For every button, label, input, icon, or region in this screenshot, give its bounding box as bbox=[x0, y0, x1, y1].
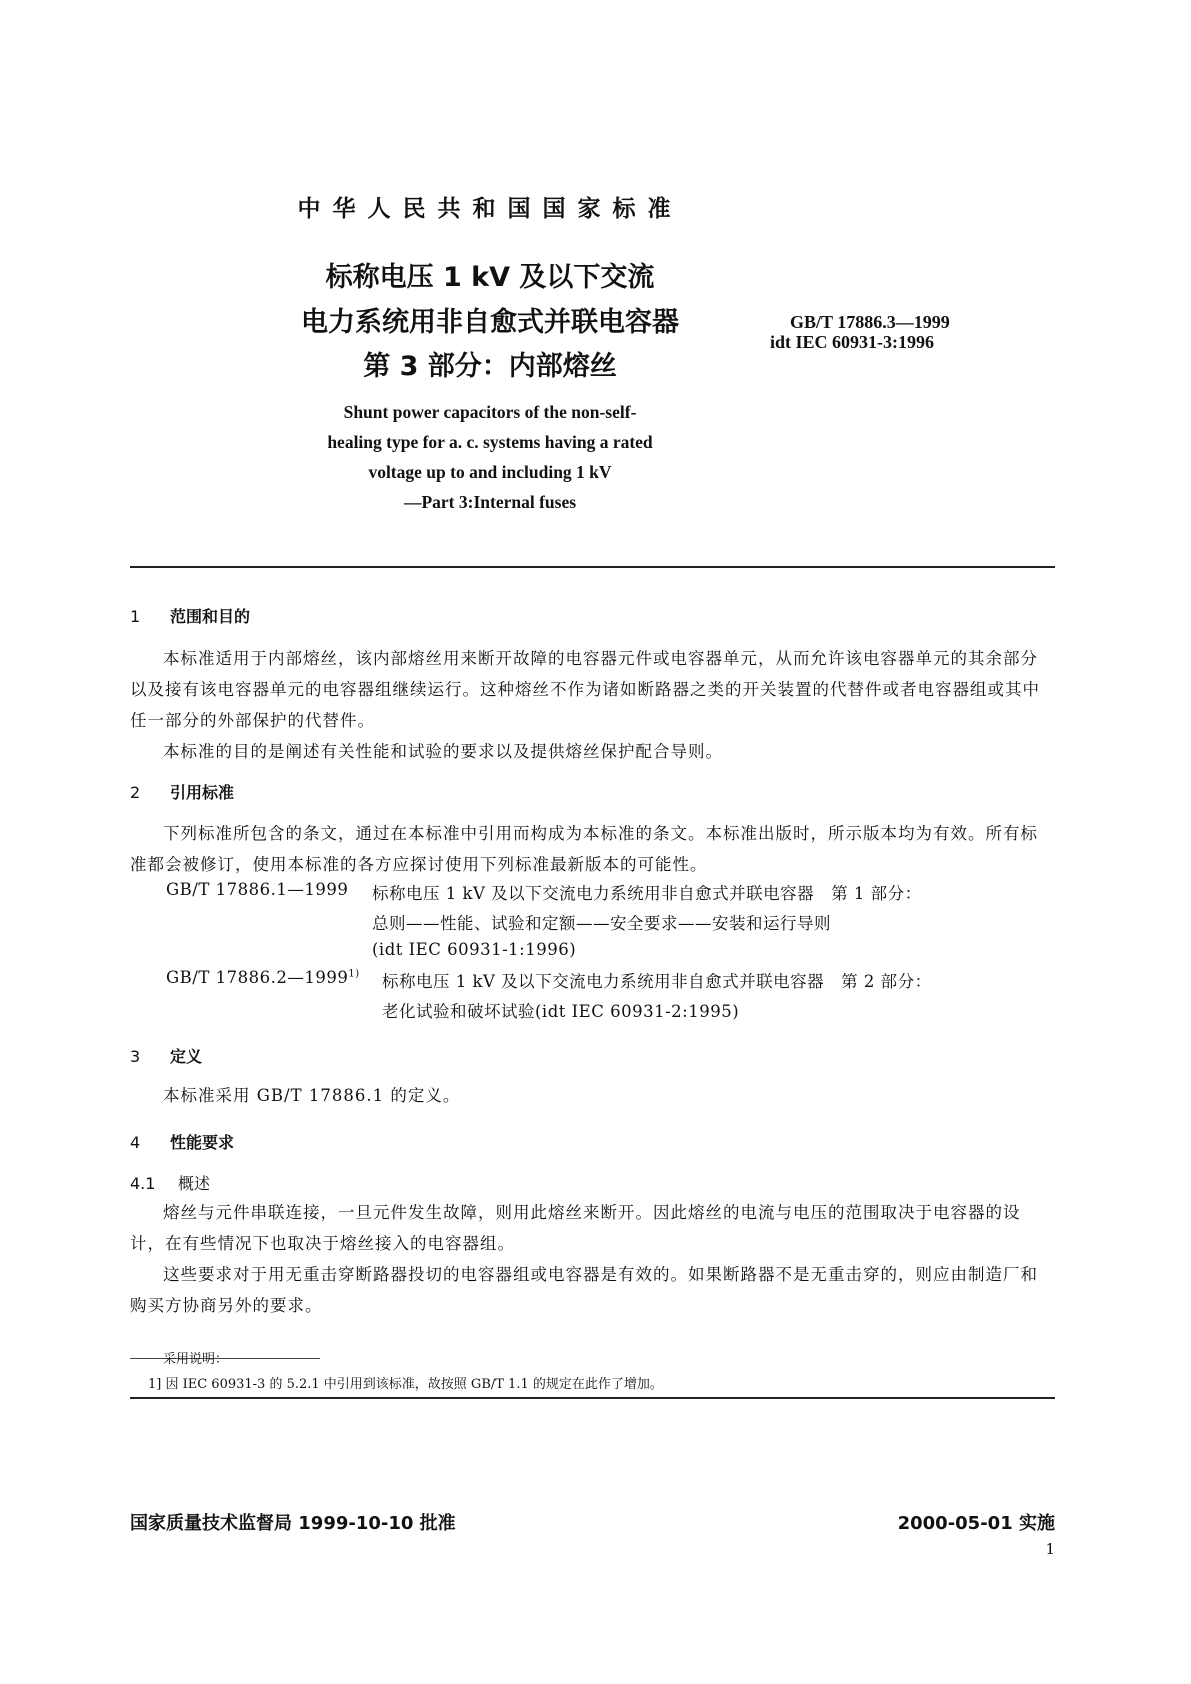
header-divider bbox=[130, 566, 1055, 568]
section-4-paragraph-1: 熔丝与元件串联连接，一旦元件发生故障，则用此熔丝来断开。因此熔丝的电流与电压的范围取决于电容器的设计，在有些情况下也取决于熔丝接入的电容器组。 bbox=[130, 1203, 1021, 1253]
reference-2-code bbox=[166, 968, 360, 987]
section-title: 引用标准 bbox=[170, 783, 235, 802]
subsection-title: 概述 bbox=[178, 1174, 211, 1193]
reference-1-title-line-1: 标称电压 1 kV 及以下交流电力系统用非自愈式并联电容器 第 1 部分： bbox=[372, 884, 922, 903]
reference-2-code-text: GB/T 17886.2—1999 bbox=[166, 968, 349, 987]
section-1-paragraph-1: 本标准适用于内部熔丝，该内部熔丝用来断开故障的电容器元件或电容器单元，从而允许该电容器单元的其余部分以及接有该电容器单元的电容器组继续运行。这种熔丝不作为诸如断路器之类的开关装置的代替件或者电容器组或其中任一部分的外部保护的代替件。 bbox=[130, 649, 1040, 730]
section-title: 性能要求 bbox=[170, 1133, 235, 1152]
section-4-paragraph-2: 这些要求对于用无重击穿断路器投切的电容器组或电容器是有效的。如果断路器不是无重击穿的，则应由制造厂和购买方协商另外的要求。 bbox=[130, 1265, 1038, 1315]
footnote-text: 1] 因 IEC 60931-3 的 5.2.1 中引用到该标准，故按照 GB/T 1.1 的规定在此作了增加。 bbox=[148, 1377, 663, 1392]
en-title-line-4: —Part 3:Internal fuses bbox=[403, 492, 577, 512]
standard-number: GB/T 17886.3—1999 bbox=[790, 312, 950, 332]
section-3-heading bbox=[130, 1044, 202, 1067]
section-number: 4 bbox=[130, 1133, 141, 1152]
subsection-4-1-heading bbox=[130, 1171, 210, 1194]
reference-1-title-line-2: 总则——性能、试验和定额——安全要求——安装和运行导则 bbox=[372, 914, 831, 933]
cn-title-line-1: 标称电压 1 kV 及以下交流 bbox=[325, 262, 655, 293]
section-2-paragraph-1: 下列标准所包含的条文，通过在本标准中引用而构成为本标准的条文。本标准出版时，所示版本均为有效。所有标准都会被修订，使用本标准的各方应探讨使用下列标准最新版本的可能性。 bbox=[130, 824, 1038, 874]
reference-2-title-line-1: 标称电压 1 kV 及以下交流电力系统用非自愈式并联电容器 第 2 部分： bbox=[382, 972, 932, 991]
subsection-number: 4.1 bbox=[130, 1174, 156, 1193]
approval-date: 国家质量技术监督局 1999-10-10 批准 bbox=[130, 1513, 456, 1534]
reference-1-title-line-3: (idt IEC 60931-1:1996) bbox=[372, 940, 577, 959]
en-title-line-1: Shunt power capacitors of the non-self- bbox=[343, 402, 637, 422]
section-3-paragraph-1: 本标准采用 GB/T 17886.1 的定义。 bbox=[163, 1086, 461, 1105]
reference-1-code: GB/T 17886.1—1999 bbox=[166, 880, 349, 899]
section-title: 定义 bbox=[170, 1047, 203, 1066]
en-title-line-3: voltage up to and including 1 kV bbox=[368, 462, 612, 482]
footnote-marker: 1) bbox=[348, 968, 360, 980]
footnote-heading: 采用说明： bbox=[163, 1352, 229, 1367]
cn-title-line-3: 第 3 部分：内部熔丝 bbox=[363, 351, 617, 382]
section-2-heading bbox=[130, 780, 234, 803]
section-number: 1 bbox=[130, 607, 141, 626]
en-title-line-2: healing type for a. c. systems having a rated bbox=[327, 432, 653, 452]
section-number: 3 bbox=[130, 1047, 141, 1066]
footer-divider bbox=[130, 1397, 1055, 1399]
implementation-date: 2000-05-01 实施 bbox=[897, 1513, 1055, 1534]
section-1-heading bbox=[130, 604, 250, 627]
section-number: 2 bbox=[130, 783, 141, 802]
reference-2-title-line-2: 老化试验和破坏试验(idt IEC 60931-2:1995) bbox=[382, 1002, 740, 1021]
idt-reference: idt IEC 60931-3:1996 bbox=[770, 332, 935, 352]
cn-title-line-2: 电力系统用非自愈式并联电容器 bbox=[301, 307, 679, 338]
section-1-paragraph-2: 本标准的目的是阐述有关性能和试验的要求以及提供熔丝保护配合导则。 bbox=[163, 742, 723, 761]
standard-type-heading: 中华人民共和国国家标准 bbox=[297, 196, 683, 222]
section-title: 范围和目的 bbox=[170, 607, 251, 626]
page-number: 1 bbox=[1045, 1540, 1055, 1558]
section-4-heading bbox=[130, 1130, 234, 1153]
